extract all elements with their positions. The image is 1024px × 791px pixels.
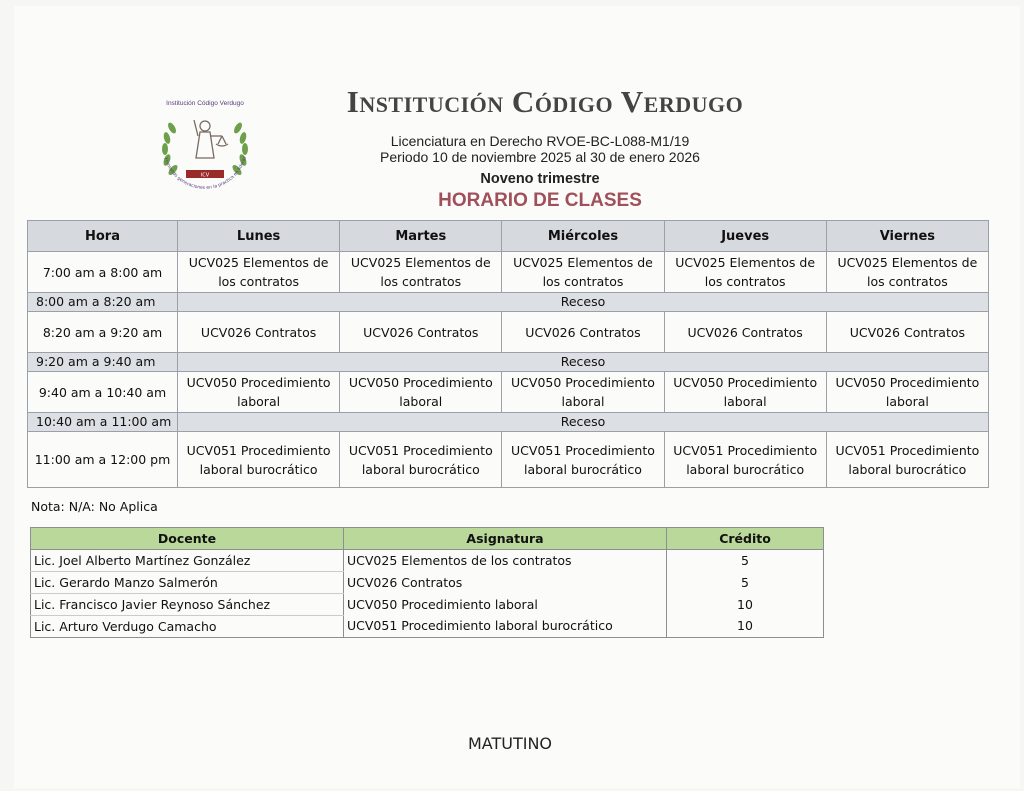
header-asignatura: Asignatura: [344, 528, 667, 550]
class-cell: UCV051 Procedimiento laboral burocrático: [178, 432, 340, 488]
class-cell: UCV050 Procedimiento laboral: [826, 372, 988, 413]
class-cell: UCV025 Elementos de los contratos: [826, 252, 988, 293]
schedule-title: HORARIO DE CLASES: [438, 190, 642, 211]
hour-cell: 8:20 am a 9:20 am: [28, 312, 178, 353]
credit-cell: 5: [667, 550, 824, 572]
subject-cell: UCV050 Procedimiento laboral: [344, 594, 667, 616]
teacher-name: Lic. Gerardo Manzo Salmerón: [31, 572, 344, 594]
table-row: [28, 312, 989, 353]
hour-cell: 9:40 am a 10:40 am: [28, 372, 178, 413]
table-row: [31, 550, 824, 572]
subject-cell: UCV025 Elementos de los contratos: [344, 550, 667, 572]
hour-cell: 10:40 am a 11:00 am: [28, 413, 178, 432]
table-row: [28, 432, 989, 488]
header-martes: Martes: [340, 221, 502, 252]
table-row: [28, 252, 989, 293]
schedule-table: [27, 220, 989, 488]
period-line: Periodo 10 de noviembre 2025 al 30 de enero 2026: [380, 149, 700, 165]
hour-cell: 7:00 am a 8:00 am: [28, 252, 178, 293]
institution-logo: [150, 98, 260, 194]
subject-cell: UCV051 Procedimiento laboral burocrático: [344, 616, 667, 638]
credit-cell: 10: [667, 616, 824, 638]
hour-cell: 9:20 am a 9:40 am: [28, 353, 178, 372]
recess-row: [28, 353, 989, 372]
class-cell: UCV051 Procedimiento laboral burocrático: [502, 432, 664, 488]
class-cell: UCV050 Procedimiento laboral: [178, 372, 340, 413]
class-cell: UCV026 Contratos: [178, 312, 340, 353]
class-cell: UCV025 Elementos de los contratos: [340, 252, 502, 293]
logo-caption: Institución Código Verdugo: [166, 100, 244, 107]
trimester-line: Noveno trimestre: [480, 171, 600, 187]
table-row: [31, 616, 824, 638]
credit-cell: 5: [667, 572, 824, 594]
recess-cell: Receso: [178, 413, 989, 432]
class-cell: UCV025 Elementos de los contratos: [178, 252, 340, 293]
class-cell: UCV051 Procedimiento laboral burocrático: [340, 432, 502, 488]
class-cell: UCV025 Elementos de los contratos: [502, 252, 664, 293]
header-jueves: Jueves: [664, 221, 826, 252]
subject-cell: UCV026 Contratos: [344, 572, 667, 594]
table-row: [31, 594, 824, 616]
teacher-name: Lic. Francisco Javier Reynoso Sánchez: [31, 594, 344, 616]
header-credito: Crédito: [667, 528, 824, 550]
header-lunes: Lunes: [178, 221, 340, 252]
table-row: [31, 572, 824, 594]
recess-row: [28, 293, 989, 312]
table-row: [28, 372, 989, 413]
header-hora: Hora: [28, 221, 178, 252]
credit-cell: 10: [667, 594, 824, 616]
class-cell: UCV025 Elementos de los contratos: [664, 252, 826, 293]
teachers-header-row: [31, 528, 824, 550]
class-cell: UCV026 Contratos: [826, 312, 988, 353]
header-docente: Docente: [31, 528, 344, 550]
class-cell: UCV050 Procedimiento laboral: [664, 372, 826, 413]
header-viernes: Viernes: [826, 221, 988, 252]
recess-cell: Receso: [178, 353, 989, 372]
hour-cell: 8:00 am a 8:20 am: [28, 293, 178, 312]
class-cell: UCV050 Procedimiento laboral: [502, 372, 664, 413]
institution-title: Institución Código Verdugo: [346, 84, 744, 119]
class-cell: UCV051 Procedimiento laboral burocrático: [664, 432, 826, 488]
header-miercoles: Miércoles: [502, 221, 664, 252]
shift-label: MATUTINO: [467, 734, 553, 753]
class-cell: UCV026 Contratos: [502, 312, 664, 353]
teachers-table: [30, 527, 824, 638]
teacher-name: Lic. Joel Alberto Martínez González: [31, 550, 344, 572]
program-line: Licenciatura en Derecho RVOE-BC-L088-M1/19: [390, 133, 690, 149]
class-cell: UCV026 Contratos: [664, 312, 826, 353]
hour-cell: 11:00 am a 12:00 pm: [28, 432, 178, 488]
class-cell: UCV026 Contratos: [340, 312, 502, 353]
recess-cell: Receso: [178, 293, 989, 312]
schedule-header-row: [28, 221, 989, 252]
svg-text:ICV: ICV: [200, 172, 210, 179]
logo-motto: Formando generaciones en la practica en lideraz: [162, 155, 248, 191]
class-cell: UCV050 Procedimiento laboral: [340, 372, 502, 413]
recess-row: [28, 413, 989, 432]
teacher-name: Lic. Arturo Verdugo Camacho: [31, 616, 344, 638]
class-cell: UCV051 Procedimiento laboral burocrático: [826, 432, 988, 488]
note: Nota: N/A: No Aplica: [31, 499, 158, 514]
